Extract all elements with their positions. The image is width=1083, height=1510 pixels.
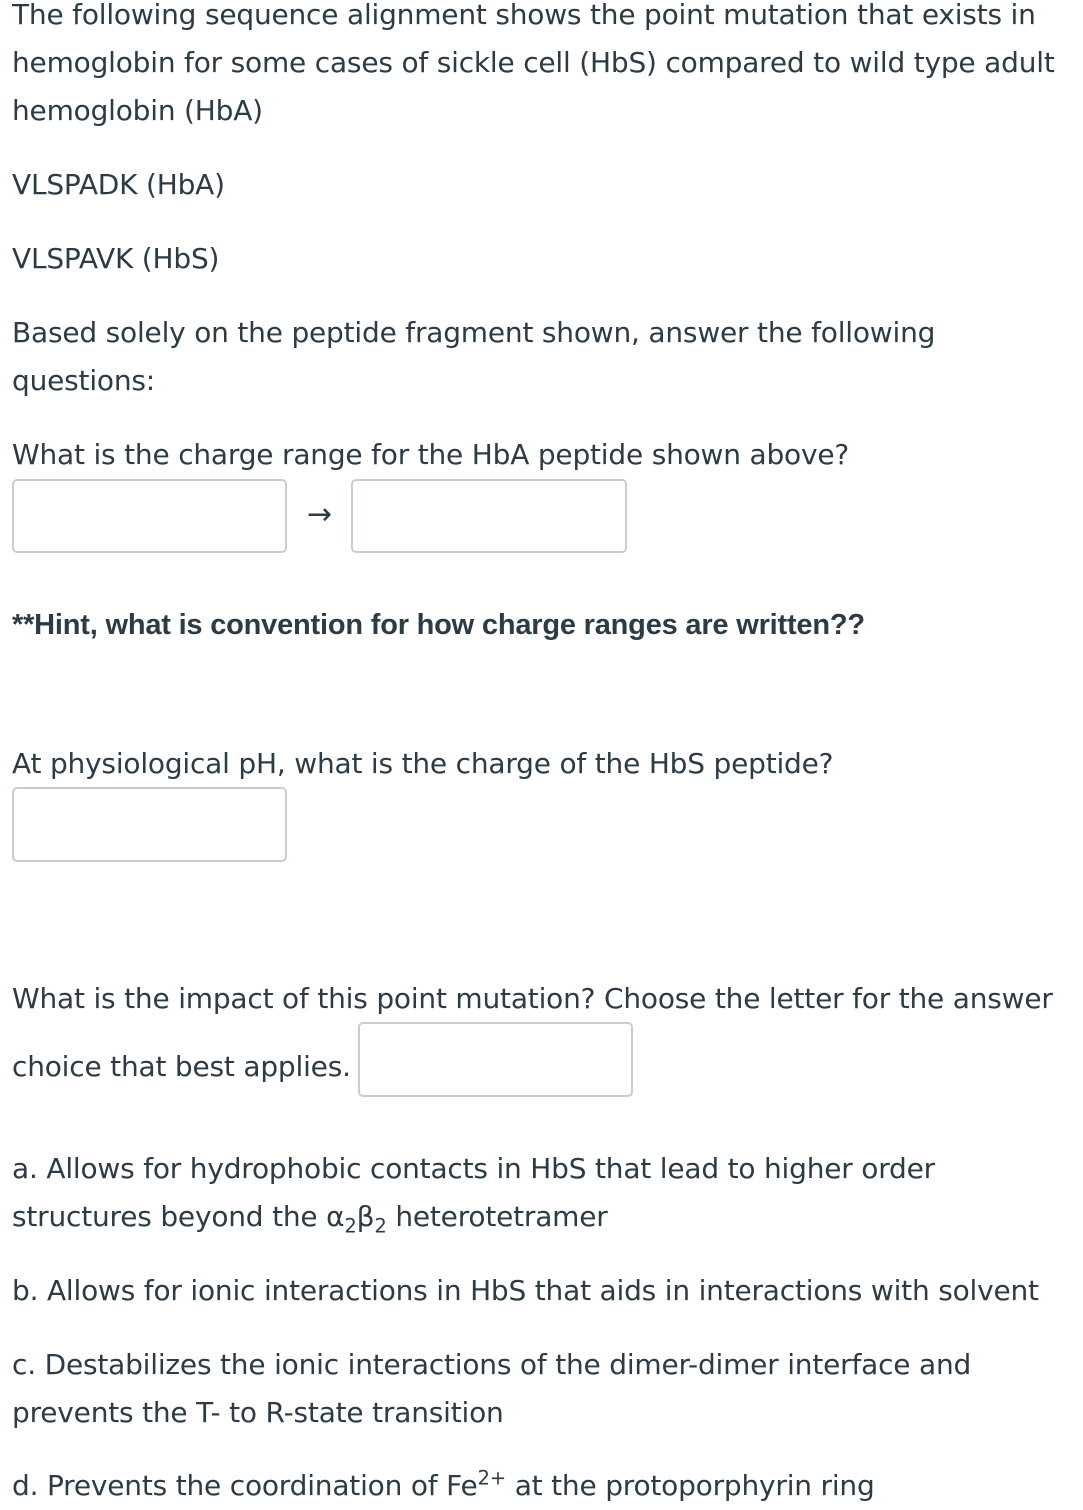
option-a-text: a. Allows for hydrophobic contacts in HbS that lead to higher order structures beyond the α [12, 1152, 935, 1233]
option-d-text: d. Prevents the coordination of Fe [12, 1469, 478, 1502]
option-a [12, 1145, 1012, 1241]
charge-range-high-input[interactable] [351, 479, 627, 553]
option-d-end: at the protoporphyrin ring [506, 1469, 875, 1502]
hbs-charge-input[interactable] [12, 787, 287, 862]
hba-sequence: VLSPADK (HbA) [12, 168, 225, 201]
question-3-text-line2: choice that best applies. [12, 1050, 351, 1083]
option-c: c. Destabilizes the ionic interactions of the dimer-dimer interface and prevents the T- to R-state transition [12, 1348, 972, 1429]
option-b: b. Allows for ionic interactions in HbS that aids in interactions with solvent [12, 1274, 1039, 1307]
right-arrow-icon: → [307, 497, 333, 532]
hbs-sequence: VLSPAVK (HbS) [12, 242, 220, 275]
answer-choice-input[interactable] [358, 1022, 633, 1097]
option-d-superscript: 2+ [477, 1466, 506, 1490]
question-3-text-line1: What is the impact of this point mutation? Choose the letter for the answer [12, 982, 1053, 1015]
option-a-subscript-alpha: 2 [344, 1214, 357, 1238]
intro-text: The following sequence alignment shows the point mutation that exists in hemoglobin for some cases of sickle cell (HbS) compared to wild type adult hemoglobin (HbA) [12, 0, 1055, 127]
hint-text: **Hint, what is convention for how charge ranges are written?? [12, 609, 865, 641]
instructions-text: Based solely on the peptide fragment shown, answer the following questions: [12, 316, 936, 397]
option-d [12, 1462, 875, 1510]
option-a-beta: β [356, 1200, 375, 1233]
question-2-text: At physiological pH, what is the charge of the HbS peptide? [12, 747, 834, 780]
option-a-subscript-beta: 2 [374, 1214, 387, 1238]
charge-range-low-input[interactable] [12, 479, 287, 553]
question-1-text: What is the charge range for the HbA peptide shown above? [12, 438, 850, 471]
option-a-end: heterotetramer [386, 1200, 608, 1233]
